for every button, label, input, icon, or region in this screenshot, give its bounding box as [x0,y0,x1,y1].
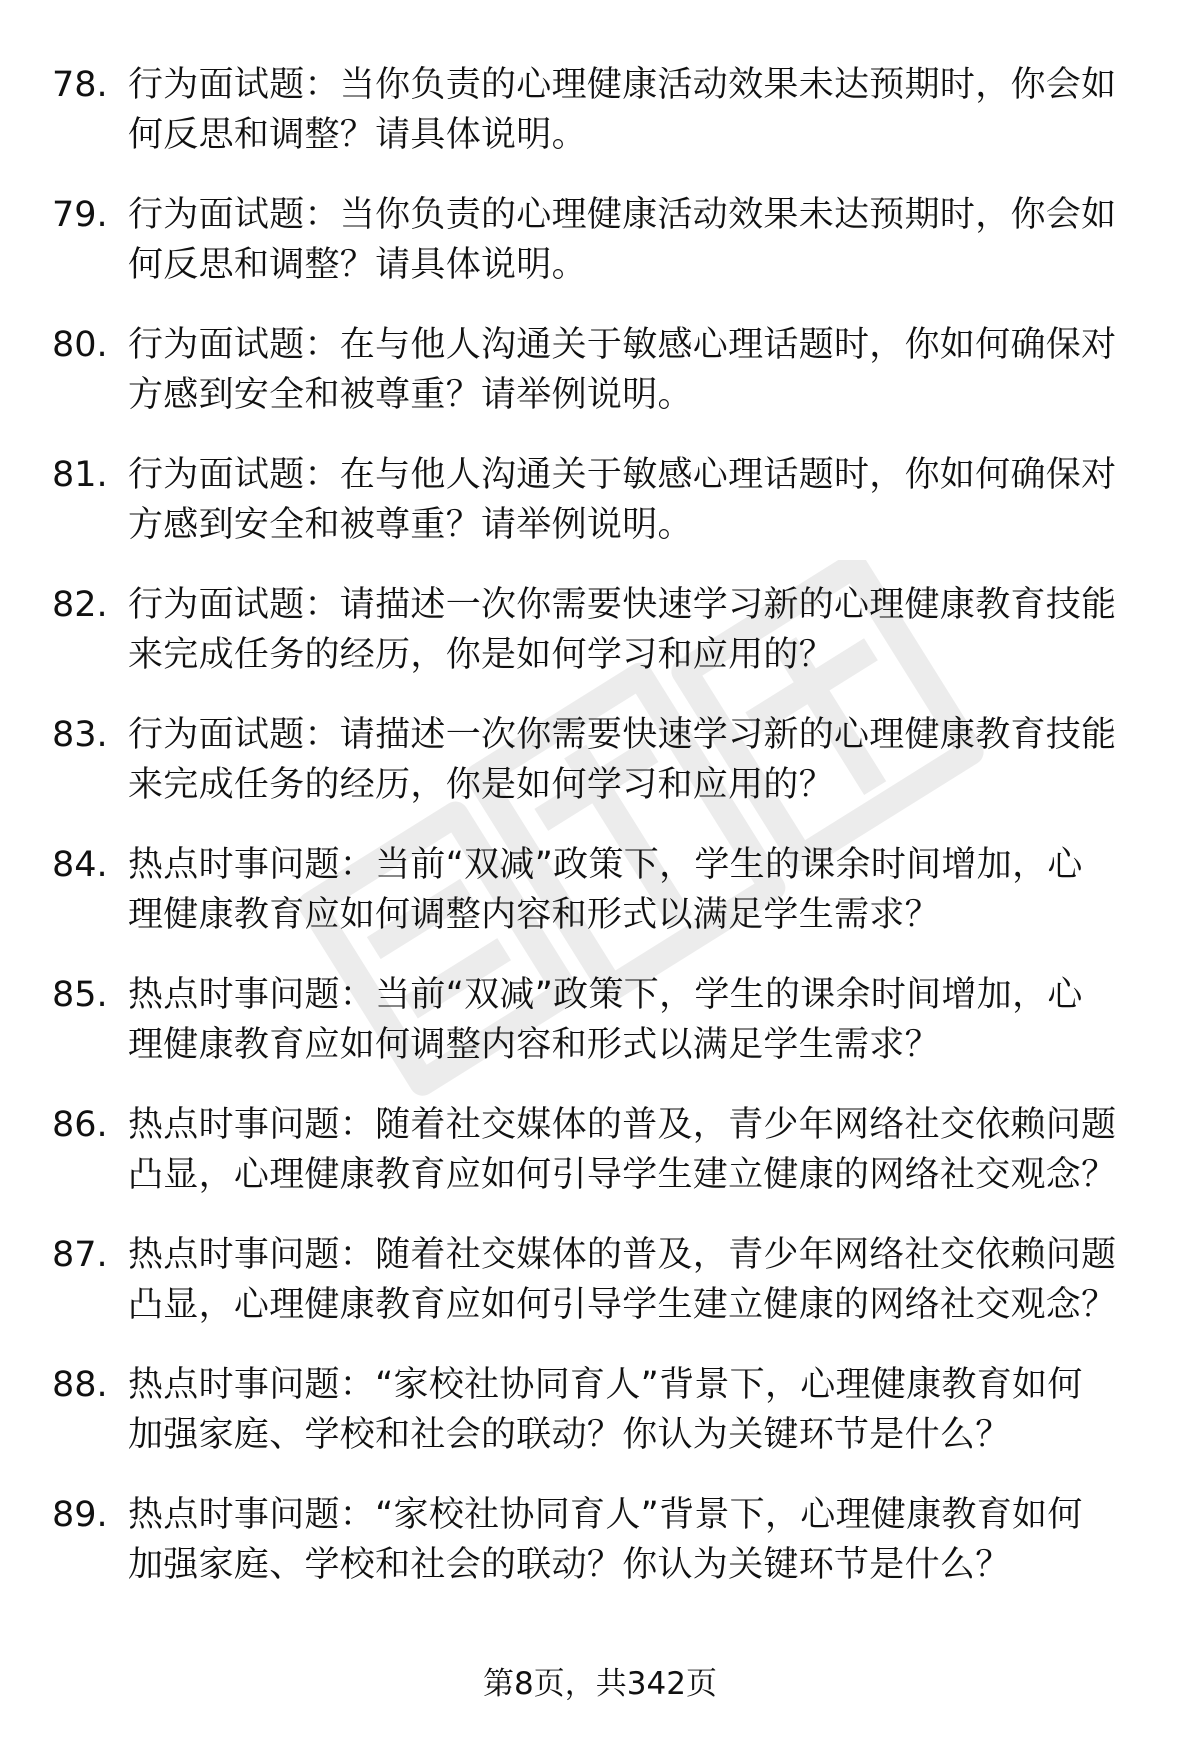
question-text-line-2: 何反思和调整？请具体说明。 [128,115,587,155]
question-item [0,840,1200,970]
question-text-line-1: 行为面试题：当你负责的心理健康活动效果未达预期时，你会如 [128,65,1117,105]
question-text-line-1: 热点时事问题：当前“双减”政策下，学生的课余时间增加，心 [128,975,1083,1015]
question-number: 84. [52,845,108,885]
question-number: 82. [52,585,108,625]
question-text-line-2: 加强家庭、学校和社会的联动？你认为关键环节是什么？ [128,1545,1011,1585]
question-text-line-2: 来完成任务的经历，你是如何学习和应用的？ [128,765,835,805]
question-number: 85. [52,975,108,1015]
question-text-line-1: 热点时事问题：随着社交媒体的普及，青少年网络社交依赖问题 [128,1235,1117,1275]
question-text-line-2: 凸显，心理健康教育应如何引导学生建立健康的网络社交观念？ [128,1155,1117,1195]
question-text-line-1: 行为面试题：请描述一次你需要快速学习新的心理健康教育技能 [128,585,1117,625]
question-text-line-1: 行为面试题：在与他人沟通关于敏感心理话题时，你如何确保对 [128,325,1117,365]
question-number: 78. [52,65,108,105]
question-number: 79. [52,195,108,235]
question-text-line-1: 热点时事问题：“家校社协同育人”背景下，心理健康教育如何 [128,1365,1083,1405]
question-item [0,710,1200,840]
question-number: 87. [52,1235,108,1275]
question-item [0,190,1200,320]
question-text-line-2: 来完成任务的经历，你是如何学习和应用的？ [128,635,835,675]
question-number: 89. [52,1495,108,1535]
question-text-line-1: 行为面试题：在与他人沟通关于敏感心理话题时，你如何确保对 [128,455,1117,495]
question-item [0,1230,1200,1360]
question-text-line-2: 方感到安全和被尊重？请举例说明。 [128,375,693,415]
question-number: 81. [52,455,108,495]
question-number: 88. [52,1365,108,1405]
question-text-line-1: 热点时事问题：当前“双减”政策下，学生的课余时间增加，心 [128,845,1083,885]
question-item [0,970,1200,1100]
question-text-line-1: 行为面试题：请描述一次你需要快速学习新的心理健康教育技能 [128,715,1117,755]
question-text-line-2: 方感到安全和被尊重？请举例说明。 [128,505,693,545]
question-item [0,1490,1200,1620]
question-item [0,60,1200,190]
question-text-line-1: 热点时事问题：随着社交媒体的普及，青少年网络社交依赖问题 [128,1105,1117,1145]
question-item [0,1100,1200,1230]
question-item [0,1360,1200,1490]
question-text-line-2: 理健康教育应如何调整内容和形式以满足学生需求？ [128,1025,940,1065]
question-item [0,450,1200,580]
page-footer: 第8页，共342页 [483,1666,717,1702]
question-text-line-1: 热点时事问题：“家校社协同育人”背景下，心理健康教育如何 [128,1495,1083,1535]
question-text-line-2: 何反思和调整？请具体说明。 [128,245,587,285]
question-text-line-1: 行为面试题：当你负责的心理健康活动效果未达预期时，你会如 [128,195,1117,235]
question-text-line-2: 加强家庭、学校和社会的联动？你认为关键环节是什么？ [128,1415,1011,1455]
question-number: 80. [52,325,108,365]
question-text-line-2: 理健康教育应如何调整内容和形式以满足学生需求？ [128,895,940,935]
question-number: 83. [52,715,108,755]
question-list [0,60,1200,1620]
question-item [0,580,1200,710]
question-text-line-2: 凸显，心理健康教育应如何引导学生建立健康的网络社交观念？ [128,1285,1117,1325]
question-number: 86. [52,1105,108,1145]
question-item [0,320,1200,450]
